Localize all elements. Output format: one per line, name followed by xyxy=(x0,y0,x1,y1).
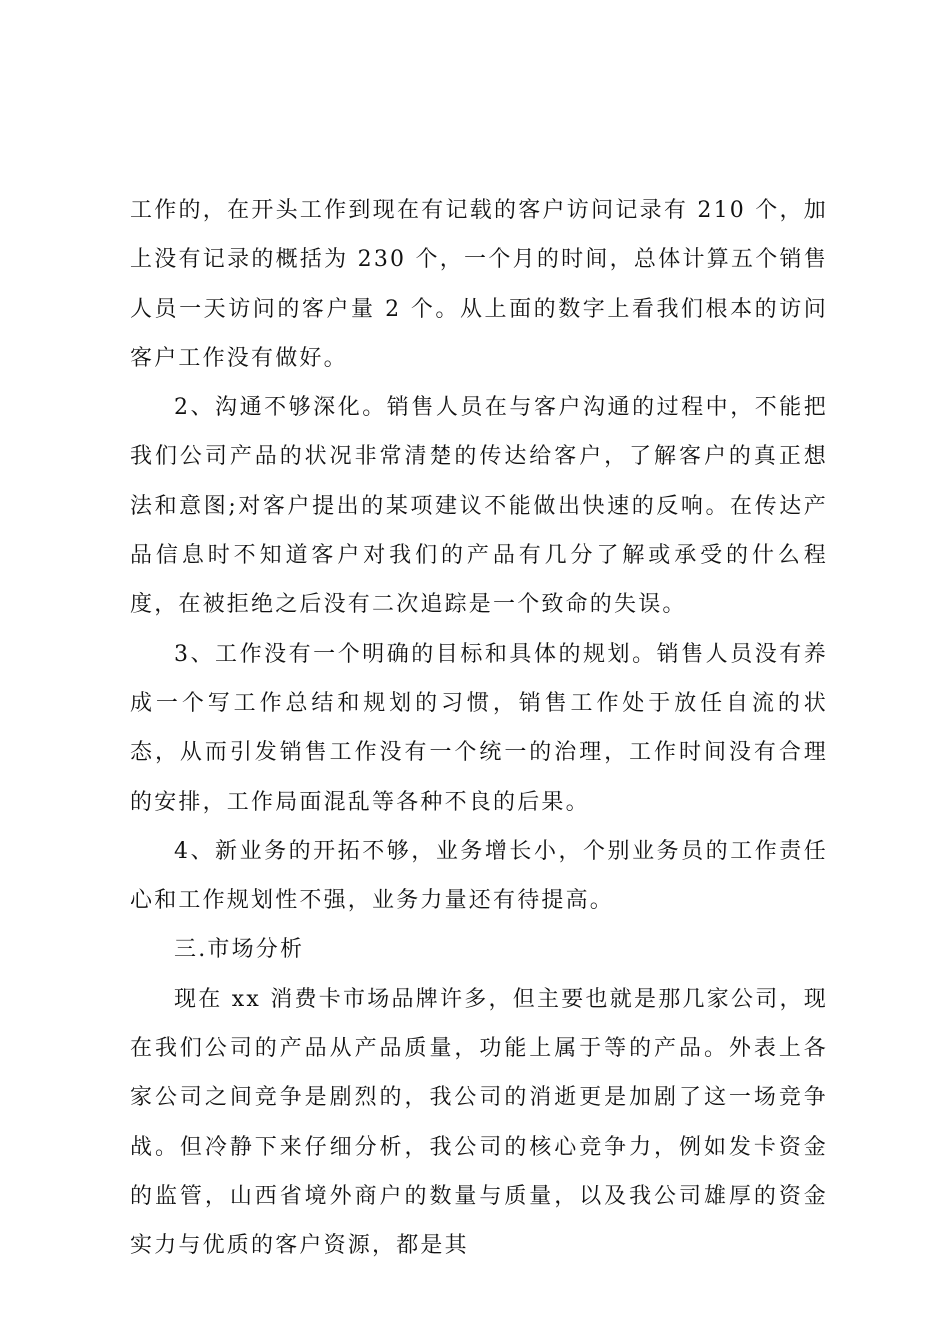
document-body xyxy=(130,186,828,1271)
paragraph-visits-continued: 工作的，在开头工作到现在有记载的客户访问记录有 210 个，加上没有记录的概括为 230 个，一个月的时间，总体计算五个销售人员一天访问的客户量 2 个。从上面的数字上看我们根本的访问客户工作没有做好。 xyxy=(130,198,828,371)
section-heading-market-analysis: 三.市场分析 xyxy=(174,937,305,963)
paragraph-market-analysis: 现在 xx 消费卡市场品牌许多，但主要也就是那几家公司，现在我们公司的产品从产品质量，功能上属于等的产品。外表上各家公司之间竞争是剧烈的，我公司的消逝更是加剧了这一场竞争战。但冷静下来仔细分析，我公司的核心竞争力，例如发卡资金的监管，山西省境外商户的数量与质量，以及我公司雄厚的资金实力与优质的客户资源，都是其 xyxy=(130,986,828,1259)
paragraph-point-3: 3、工作没有一个明确的目标和具体的规划。销售人员没有养成一个写工作总结和规划的习惯，销售工作处于放任自流的状态，从而引发销售工作没有一个统一的治理，工作时间没有合理的安排，工作局面混乱等各种不良的后果。 xyxy=(130,641,828,815)
paragraph-point-2: 2、沟通不够深化。销售人员在与客户沟通的过程中，不能把我们公司产品的状况非常清楚的传达给客户，了解客户的真正想法和意图;对客户提出的某项建议不能做出快速的反响。在传达产品信息时不知道客户对我们的产品有几分了解或承受的什么程度，在被拒绝之后没有二次追踪是一个致命的失误。 xyxy=(130,395,828,618)
paragraph-point-4: 4、新业务的开拓不够，业务增长小，个别业务员的工作责任心和工作规划性不强，业务力量还有待提高。 xyxy=(130,838,828,914)
